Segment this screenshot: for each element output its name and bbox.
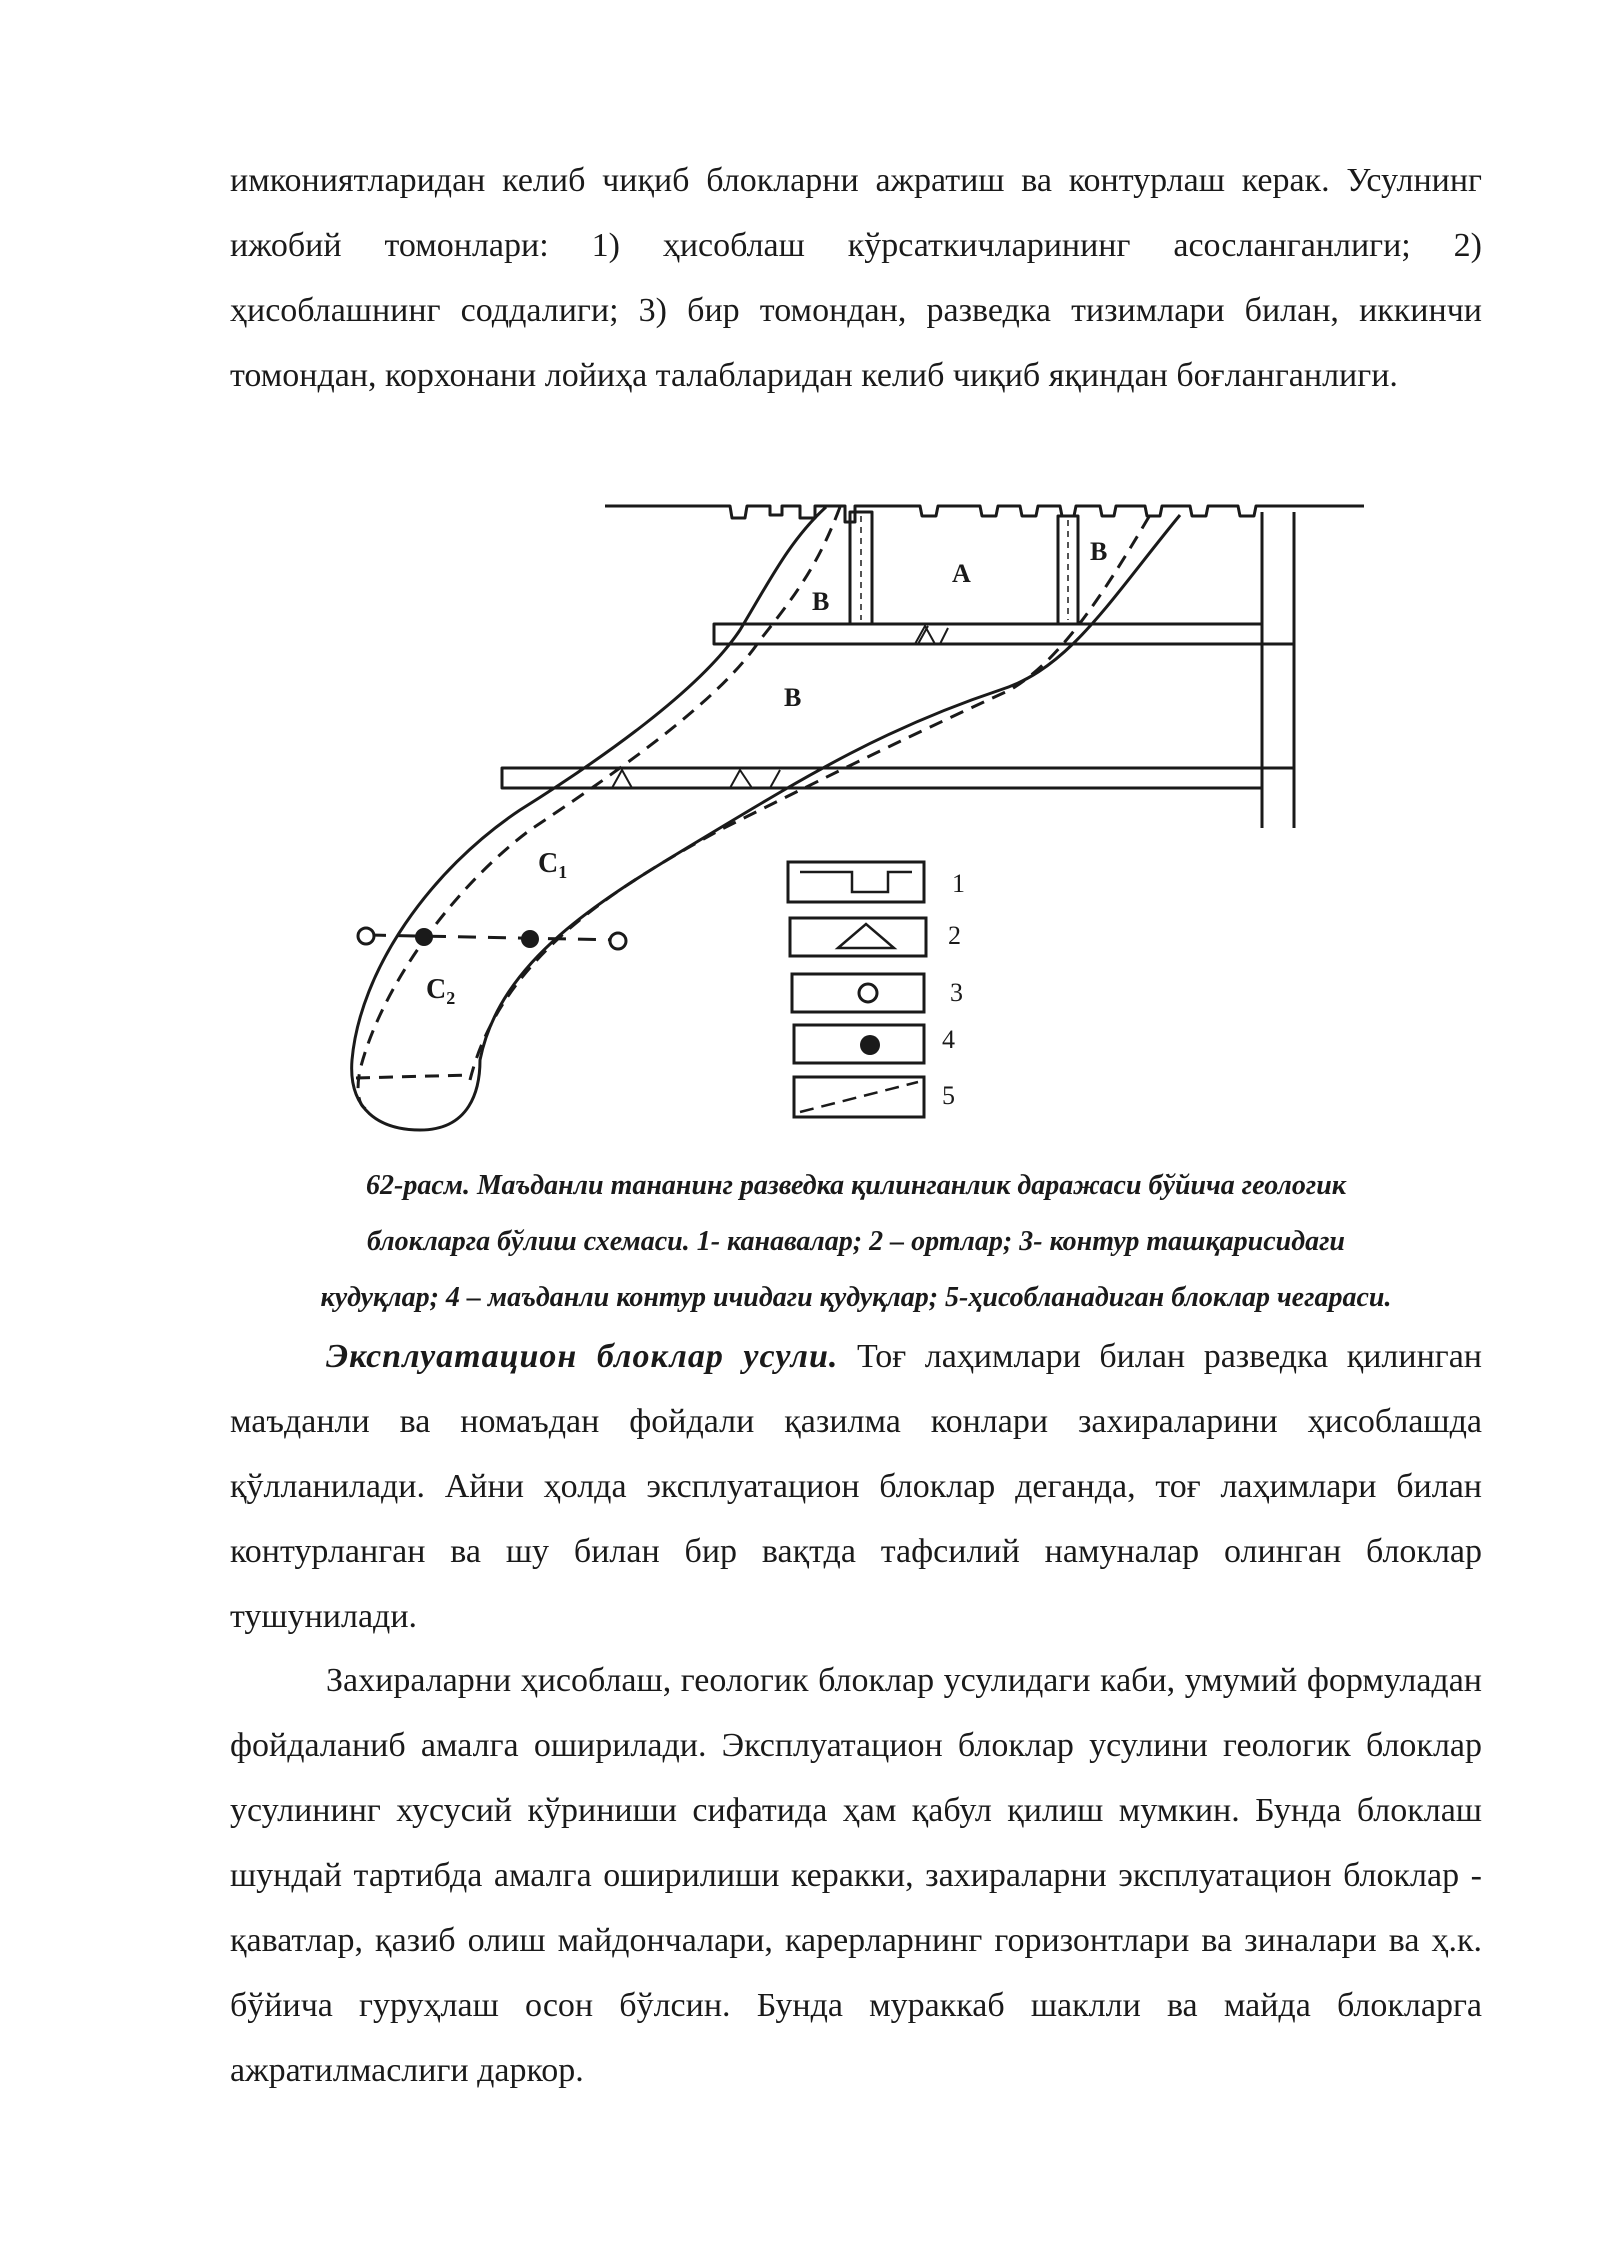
filled-circle-icon [521, 930, 539, 948]
block-label-c1: $C_1$ [538, 848, 568, 882]
shaft [1262, 512, 1294, 828]
legend-box-2 [790, 918, 926, 956]
surface-line [605, 506, 1364, 522]
open-circle-icon [859, 984, 877, 1002]
borehole-line [368, 935, 620, 940]
filled-circle-icon [860, 1035, 880, 1055]
section-body: Тоғ лаҳимлари билан разведка қилинган маъданли ва номаъдан фойдали қазилма конлари захираларини ҳисоблашда қўлланилади. Айни ҳолда эксплуатацион блоклар деганда, тоғ лаҳимлари билан контурланган ва шу билан бир вақтда тафсилий намуналар олинган блоклар тушунилади. [230, 1338, 1483, 1635]
paragraph-exploitation-method [230, 1324, 1482, 1649]
block-label-c2: $C_2$ [426, 974, 456, 1008]
open-circle-icon [358, 928, 374, 944]
legend-number-4: 4 [942, 1025, 955, 1054]
upper-drift [714, 624, 1262, 644]
block-label-b-left: B [812, 587, 830, 616]
block-label-b-middle: B [784, 683, 802, 712]
figure-caption-line-3: кудуқлар; 4 – маъданли контур ичидаги қудуқлар; 5-ҳисобланадиган блоклар чегараси. [320, 1282, 1392, 1313]
block-label-b-right: B [1090, 537, 1108, 566]
paragraph-intro: имкониятларидан келиб чиқиб блокларни ажратиш ва контурлаш керак. Усулнинг ижобий томонлари: 1) ҳисоблаш кўрсаткичларининг асосланганлиги; 2) ҳисоблашнинг соддалиги; 3) бир томондан, разведка тизимлари билан, иккинчи томондан, корхонани лойиҳа талабларидан келиб чиқиб яқиндан боғланганлиги. [230, 162, 1482, 394]
ore-contour-solid [352, 507, 1180, 1130]
paragraph-calculation: Захираларни ҳисоблаш, геологик блоклар усулидаги каби, умумий формуладан фойдаланиб амалга оширилади. Эксплуатацион блоклар усулини геологик блоклар усулининг хусусий кўриниши сифатида ҳам қабул қилиш мумкин. Бунда блоклаш шундай тартибда амалга оширилиши керакки, захираларни эксплуатацион блоклар - қаватлар, қазиб олиш майдончалари, карерларнинг горизонтлари ва зиналари ва ҳ.к. бўйича гуруҳлаш осон бўлсин. Бунда мураккаб шаклли ва майда блокларга ажратилмаслиги даркор. [230, 1662, 1482, 2089]
geological-blocks-figure [330, 490, 1380, 1150]
legend-box-1 [788, 862, 924, 902]
legend-number-5: 5 [942, 1081, 955, 1110]
legend-number-3: 3 [950, 978, 963, 1007]
trench-icon [800, 872, 912, 892]
open-circle-icon [610, 933, 626, 949]
block-label-a: A [952, 559, 971, 588]
filled-circle-icon [415, 928, 433, 946]
legend-number-1: 1 [952, 869, 965, 898]
dashed-boundary-icon [800, 1082, 918, 1112]
section-lead: Эксплуатацион блоклар усули. [326, 1338, 839, 1375]
raise-icon [838, 924, 894, 948]
legend-box-5 [794, 1077, 924, 1117]
block-boundary-bottom [356, 1075, 470, 1078]
legend-box-4 [794, 1025, 924, 1063]
figure-caption-line-1: 62-расм. Маъданли тананинг разведка қилинганлик даражаси бўйича геологик [366, 1170, 1346, 1201]
legend-number-2: 2 [948, 921, 961, 950]
figure-caption-line-2: блокларга бўлиш схемаси. 1- канавалар; 2 – ортлар; 3- контур ташқарисидаги [366, 1226, 1346, 1257]
legend [788, 862, 926, 1117]
